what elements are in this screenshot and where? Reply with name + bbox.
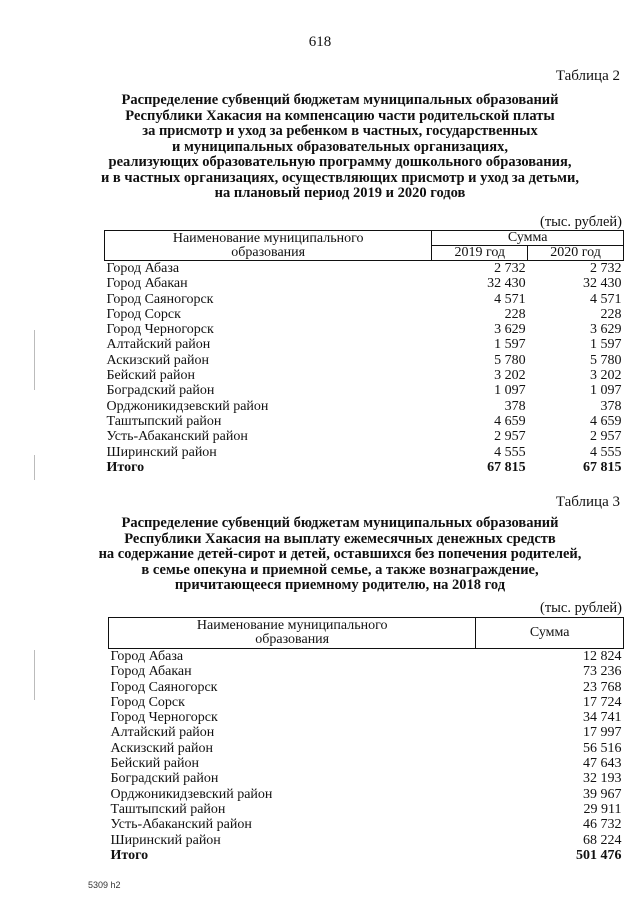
row-name: Усть-Абаканский район: [110, 817, 252, 833]
row-value: 47 643: [583, 756, 622, 772]
row-value: 46 732: [583, 817, 622, 833]
table-row: [109, 725, 624, 740]
row-value: 29 911: [583, 801, 622, 817]
table-row: [105, 414, 624, 429]
row-name: Боградский район: [110, 771, 219, 787]
row-name: Город Абаза: [106, 261, 180, 276]
row-value-2019: 228: [504, 306, 526, 322]
row-value: 39 967: [583, 786, 622, 802]
row-value: 12 824: [583, 649, 622, 664]
row-value-2019: 4 571: [494, 291, 526, 307]
row-value-2019: 378: [504, 398, 526, 414]
table-row: [109, 680, 624, 695]
table-row: [109, 817, 624, 832]
row-name: Орджоникидзевский район: [110, 786, 273, 802]
table-row: [109, 756, 624, 771]
table3-title-line: на содержание детей-сирот и детей, оставшихся без попечения родителей,: [98, 546, 582, 562]
table-row: [105, 445, 624, 460]
row-name: Ширинский район: [106, 444, 217, 460]
row-value-2020: 4 571: [590, 291, 622, 307]
table3-title-line: в семье опекуна и приемной семье, а также вознаграждение,: [141, 561, 539, 578]
table2: [104, 230, 624, 475]
row-name: Город Сорск: [106, 306, 181, 322]
table2-col-2020: 2020 год: [528, 246, 624, 261]
row-name: Город Абаза: [110, 649, 184, 664]
row-value-2019: 4 555: [494, 444, 526, 460]
row-name: Город Саяногорск: [106, 291, 214, 307]
row-value-2019: 3 629: [494, 322, 526, 338]
row-value: 56 516: [583, 740, 622, 756]
table2-title: [80, 93, 600, 202]
row-value: 17 724: [583, 694, 622, 710]
table-row: [109, 664, 624, 679]
total-row: [105, 460, 624, 475]
total-2019: 67 815: [487, 459, 526, 475]
row-value-2020: 32 430: [583, 276, 622, 292]
table-row: [105, 322, 624, 337]
total-value: 501 476: [576, 847, 622, 863]
margin-mark: [34, 330, 35, 390]
row-value-2020: 3 629: [590, 322, 622, 338]
row-name: Город Черногорск: [110, 710, 218, 726]
row-value-2020: 2 732: [590, 261, 622, 276]
table2-title-line: на плановый период 2019 и 2020 годов: [214, 185, 466, 201]
table2-unit: (тыс. рублей): [540, 214, 622, 230]
total-label: Итого: [110, 847, 149, 863]
table3-col-name: Наименование муниципального образования: [109, 618, 476, 649]
row-name: Аскизский район: [110, 740, 213, 756]
row-value-2020: 378: [600, 398, 622, 414]
table-row: [105, 383, 624, 398]
row-value: 68 224: [583, 832, 622, 848]
row-value-2019: 32 430: [487, 276, 526, 292]
row-value-2019: 2 732: [494, 261, 526, 276]
row-name: Город Абакан: [110, 664, 192, 680]
table3-col-sum: Сумма: [476, 618, 624, 649]
row-value-2019: 2 957: [494, 429, 526, 445]
row-name: Бейский район: [106, 368, 195, 384]
row-name: Аскизский район: [106, 352, 209, 368]
row-name: Город Черногорск: [106, 322, 214, 338]
table-row: [109, 802, 624, 817]
total-label: Итого: [106, 459, 145, 475]
total-2020: 67 815: [583, 459, 622, 475]
table2-col-2019: 2019 год: [432, 246, 528, 261]
row-value: 73 236: [583, 664, 622, 680]
table3-unit: (тыс. рублей): [540, 600, 622, 616]
row-value-2020: 1 097: [590, 383, 622, 399]
margin-mark: [34, 650, 35, 700]
table-row: [105, 353, 624, 368]
table2-title-line: Республики Хакасия на компенсацию части родительской платы: [125, 107, 555, 124]
total-row: [109, 848, 624, 863]
table3-title-line: Распределение субвенций бюджетам муниципальных образований: [121, 515, 559, 531]
table-row: [105, 307, 624, 322]
table3-title: [80, 516, 600, 594]
table2-label: Таблица 2: [555, 68, 620, 84]
row-value-2020: 1 597: [590, 337, 622, 353]
table2-title-line: и муниципальных образовательных организациях,: [171, 138, 509, 155]
row-value-2020: 4 659: [590, 413, 622, 429]
row-name: Орджоникидзевский район: [106, 398, 269, 414]
table-row: [109, 833, 624, 848]
row-value: 34 741: [583, 710, 622, 726]
row-value-2019: 1 597: [494, 337, 526, 353]
table-row: [109, 771, 624, 786]
row-name: Город Абакан: [106, 276, 188, 292]
table-row: [109, 695, 624, 710]
table3: [108, 617, 624, 863]
table-row: [109, 710, 624, 725]
row-value-2019: 1 097: [494, 383, 526, 399]
row-name: Ширинский район: [110, 832, 221, 848]
footer-code: 5309 h2: [88, 880, 121, 890]
table2-col-sum: Сумма: [432, 231, 624, 246]
margin-mark: [34, 455, 35, 480]
row-value-2020: 5 780: [590, 352, 622, 368]
row-name: Алтайский район: [110, 725, 215, 741]
table2-title-line: за присмотр и уход за ребенком в частных, государственных: [142, 123, 538, 139]
row-value-2020: 2 957: [590, 429, 622, 445]
table-row: [105, 399, 624, 414]
table-row: [105, 261, 624, 277]
row-name: Усть-Абаканский район: [106, 429, 248, 445]
row-name: Боградский район: [106, 383, 215, 399]
row-value-2019: 5 780: [494, 352, 526, 368]
table-row: [109, 787, 624, 802]
table3-label: Таблица 3: [555, 494, 620, 510]
table-row: [105, 368, 624, 383]
row-value-2019: 3 202: [494, 368, 526, 384]
table-row: [105, 276, 624, 291]
table-row: [109, 649, 624, 665]
row-value-2020: 228: [600, 306, 622, 322]
row-value: 32 193: [583, 771, 622, 787]
row-value-2020: 3 202: [590, 368, 622, 384]
row-value-2019: 4 659: [494, 413, 526, 429]
page-number: 618: [308, 34, 332, 50]
row-name: Бейский район: [110, 756, 199, 772]
table-row: [105, 292, 624, 307]
table-row: [105, 337, 624, 352]
table3-title-line: причитающееся приемному родителю, на 2018 год: [174, 577, 506, 593]
row-value: 23 768: [583, 679, 622, 695]
table2-col-name: Наименование муниципального образования: [105, 231, 432, 261]
row-name: Город Саяногорск: [110, 679, 218, 695]
table-row: [109, 741, 624, 756]
row-value: 17 997: [583, 725, 622, 741]
table3-title-line: Республики Хакасия на выплату ежемесячных денежных средств: [124, 530, 556, 547]
table-row: [105, 429, 624, 444]
row-name: Таштыпский район: [110, 801, 226, 817]
row-name: Город Сорск: [110, 694, 185, 710]
row-name: Таштыпский район: [106, 413, 222, 429]
table2-title-line: и в частных организациях, осуществляющих присмотр и уход за детьми,: [100, 169, 580, 186]
table2-title-line: реализующих образовательную программу дошкольного образования,: [108, 154, 572, 170]
row-name: Алтайский район: [106, 337, 211, 353]
table2-title-line: Распределение субвенций бюджетам муниципальных образований: [121, 92, 559, 108]
row-value-2020: 4 555: [590, 444, 622, 460]
